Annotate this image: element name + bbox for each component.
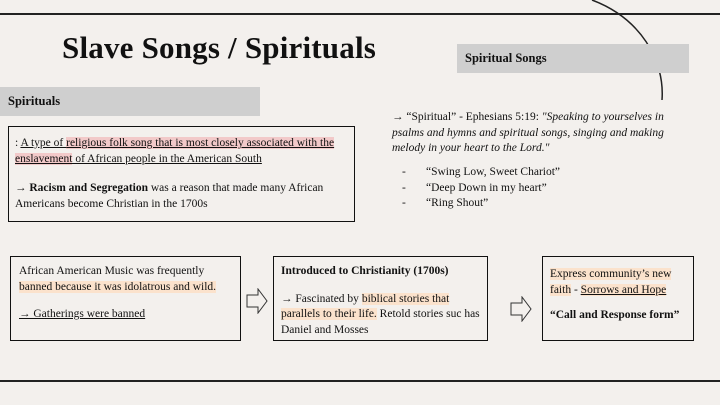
flow-box-christianity <box>273 256 488 341</box>
quote-text: "Speaking to yourselves in psalms and hymns and spiritual songs, singing and making melody in your heart to the Lord." <box>392 111 664 154</box>
tag-spirituals <box>0 87 260 116</box>
christianity-text: → Fascinated by biblical stories that parallels to their life. Retold stories suc has Daniel and Mosses <box>281 292 480 336</box>
song-title: “Deep Down in my heart” <box>426 181 547 194</box>
flow-arrow-icon <box>246 288 268 314</box>
tag-spiritual-songs-label: Spiritual Songs <box>465 51 547 65</box>
banned-highlight: banned because it was idolatrous and wild. <box>19 280 217 293</box>
flow-box-community-faith <box>542 256 694 341</box>
list-item: - “Ring Shout” <box>402 196 560 212</box>
flow-box-music-banned <box>10 256 241 341</box>
call-response: “Call and Response form” <box>550 309 680 321</box>
quote-lead: → “Spiritual” - Ephesians 5:19: <box>392 111 542 123</box>
racism-bold: Racism and Segregation <box>29 182 148 194</box>
community-highlight: Express community’s new faith <box>550 268 672 296</box>
tag-spirituals-label: Spirituals <box>8 94 61 108</box>
biblical-highlight: biblical stories that parallels to their life. <box>281 292 450 320</box>
definition-seg3: of African people in the American South <box>72 152 262 165</box>
flow-arrow-icon <box>510 296 532 322</box>
definition-seg1: A type of <box>20 137 67 149</box>
definition-highlight: religious folk song that is most closely associated with the enslavement <box>15 137 335 165</box>
christianity-heading: Introduced to Christianity (1700s) <box>281 265 449 277</box>
song-title: “Swing Low, Sweet Chariot” <box>426 166 561 178</box>
definition-text: : A type of religious folk song that is most closely associated with the enslavement of African people in the American South <box>15 137 335 165</box>
ephesians-quote <box>392 110 692 157</box>
song-title: “Ring Shout” <box>426 197 489 209</box>
song-list <box>402 165 560 212</box>
racism-note: → Racism and Segregation was a reason that made many African Americans become Christian in the 1700s <box>15 182 324 210</box>
slide-title: Slave Songs / Spirituals <box>62 30 377 65</box>
list-item: - “Swing Low, Sweet Chariot” <box>402 165 560 181</box>
music-banned-text: African American Music was frequently banned because it was idolatrous and wild. <box>19 265 217 293</box>
list-item: - “Deep Down in my heart” <box>402 181 560 197</box>
community-text: Express community’s new faith - Sorrows and Hope <box>550 268 672 296</box>
definition-box <box>8 126 355 222</box>
sorrows-highlight: Sorrows and Hope <box>580 283 667 296</box>
tag-spiritual-songs <box>457 44 689 73</box>
gatherings-link: → Gatherings were banned <box>19 308 146 320</box>
